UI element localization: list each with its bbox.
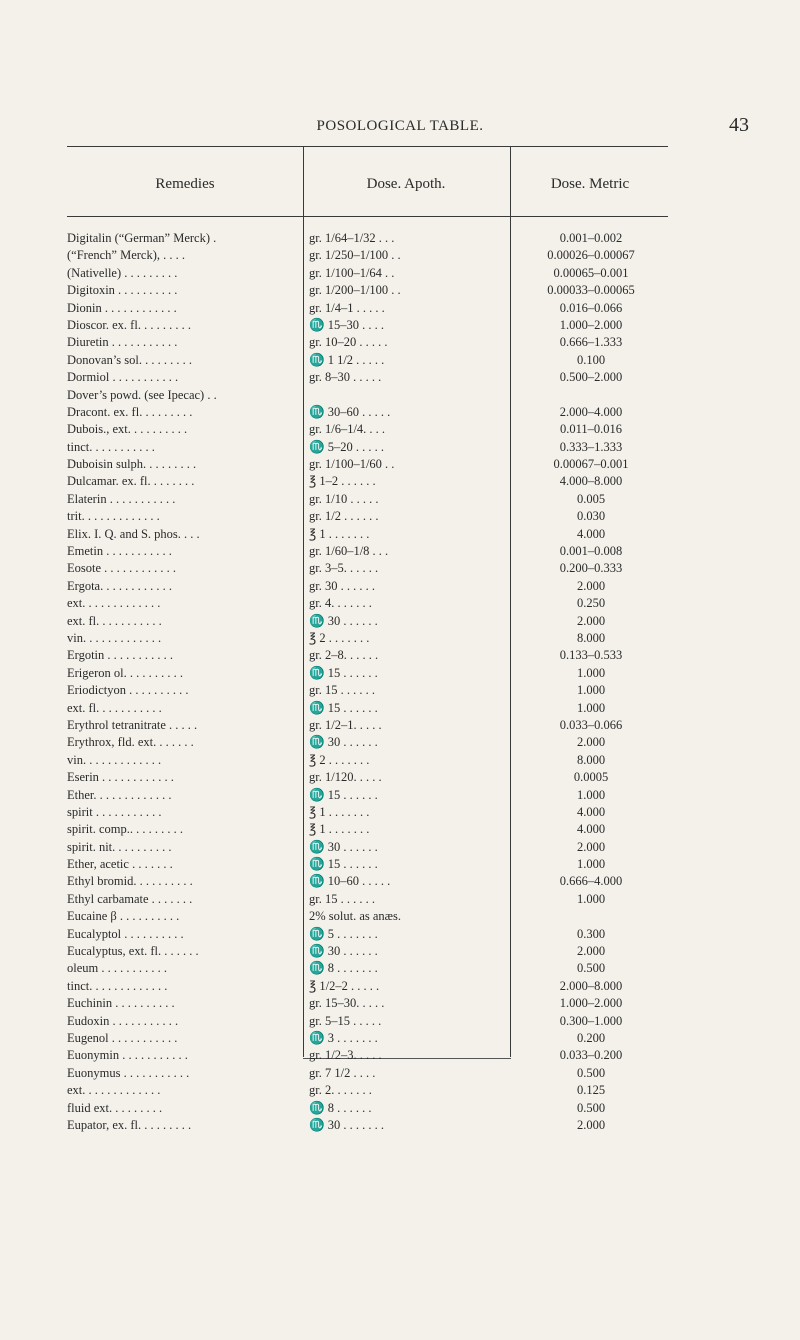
table-row (0, 230, 800, 247)
table-row (0, 456, 800, 473)
dose-apoth-cell: gr. 1/2–1. . . . . (309, 717, 382, 732)
dose-metric-cell: 0.0005 (573, 770, 609, 785)
dose-metric-cell: 4.000 (576, 822, 606, 837)
dose-apoth-cell: gr. 1/100–1/64 . . (309, 265, 395, 280)
table-row (0, 1013, 800, 1030)
dose-metric-cell: 8.000 (576, 630, 606, 645)
table-row (0, 908, 800, 925)
dose-apoth-cell: gr. 7 1/2 . . . . (309, 1065, 376, 1080)
table-row (0, 560, 800, 577)
dose-apoth-cell: ℥ 1 . . . . . . . (309, 804, 370, 819)
table-row (0, 543, 800, 560)
dose-apoth-cell: gr. 1/6–1/4. . . . (309, 422, 386, 437)
dose-apoth-cell: ♏ 8 . . . . . . . (309, 961, 378, 976)
table-row (0, 787, 800, 804)
table-row (0, 1082, 800, 1099)
dose-metric-cell: 0.001–0.008 (559, 544, 623, 559)
dose-apoth-cell: ♏ 5–20 . . . . . (309, 439, 384, 454)
dose-apoth-cell: ♏ 15 . . . . . . (309, 665, 378, 680)
table-row (0, 856, 800, 873)
table-row (0, 491, 800, 508)
dose-metric-cell: 0.250 (576, 596, 606, 611)
dose-apoth-cell: gr. 1/4–1 . . . . . (309, 300, 385, 315)
remedy-cell: Erythrol tetranitrate . . . . . (67, 717, 198, 732)
table-row (0, 439, 800, 456)
dose-metric-cell: 2.000 (576, 944, 606, 959)
remedy-cell: Eucaine β . . . . . . . . . . (67, 909, 180, 924)
table-row (0, 839, 800, 856)
remedy-cell: Duboisin sulph. . . . . . . . . (67, 457, 197, 472)
table-row (0, 960, 800, 977)
dose-apoth-cell: ♏ 30 . . . . . . (309, 613, 378, 628)
dose-apoth-cell: gr. 1/250–1/100 . . (309, 248, 401, 263)
dose-metric-cell: 0.333–1.333 (559, 439, 623, 454)
dose-metric-cell: 0.00026–0.00067 (547, 248, 635, 263)
dose-metric-cell: 2.000 (576, 1117, 606, 1132)
dose-apoth-cell: gr. 1/120. . . . . (309, 770, 382, 785)
dose-apoth-cell: gr. 3–5. . . . . . (309, 561, 379, 576)
dose-apoth-cell: ♏ 15 . . . . . . (309, 857, 378, 872)
table-row (0, 317, 800, 334)
table-top-rule (67, 146, 668, 147)
dose-metric-cell: 0.00067–0.001 (553, 457, 629, 472)
dose-metric-cell: 1.000 (576, 683, 606, 698)
remedy-cell: Dioscor. ex. fl. . . . . . . . . (67, 317, 191, 332)
remedy-cell: Euonymin . . . . . . . . . . . (67, 1048, 188, 1063)
dose-metric-cell: 0.666–4.000 (559, 874, 623, 889)
dose-apoth-cell: ♏ 10–60 . . . . . (309, 874, 391, 889)
table-row (0, 873, 800, 890)
dose-metric-cell: 0.500 (576, 961, 606, 976)
table-row (0, 1100, 800, 1117)
table-row (0, 265, 800, 282)
dose-metric-cell: 0.666–1.333 (559, 335, 623, 350)
remedy-cell: vin. . . . . . . . . . . . . (67, 752, 162, 767)
remedy-cell: Eosote . . . . . . . . . . . . (67, 561, 177, 576)
dose-apoth-cell: ℥ 1/2–2 . . . . . (309, 978, 380, 993)
remedy-cell: Emetin . . . . . . . . . . . (67, 544, 172, 559)
remedy-cell: Dubois., ext. . . . . . . . . . (67, 422, 188, 437)
remedy-cell: Elaterin . . . . . . . . . . . (67, 491, 176, 506)
table-row (0, 630, 800, 647)
table-row (0, 282, 800, 299)
table-row (0, 978, 800, 995)
dose-metric-cell: 0.030 (576, 509, 606, 524)
dose-metric-cell: 0.001–0.002 (559, 231, 623, 245)
table-row (0, 700, 800, 717)
remedy-cell: ext. fl. . . . . . . . . . . (67, 700, 162, 715)
dose-apoth-cell: gr. 1/60–1/8 . . . (309, 544, 389, 559)
table-row (0, 421, 800, 438)
remedy-cell: ext. . . . . . . . . . . . . (67, 1083, 161, 1098)
remedy-cell: trit. . . . . . . . . . . . . (67, 509, 160, 524)
remedy-cell: Euonymus . . . . . . . . . . . (67, 1065, 190, 1080)
dose-apoth-cell: ♏ 30–60 . . . . . (309, 404, 391, 419)
table-row (0, 769, 800, 786)
dose-apoth-cell: ℥ 1–2 . . . . . . (309, 474, 376, 489)
remedy-cell: tinct. . . . . . . . . . . (67, 439, 155, 454)
dose-metric-cell: 0.005 (576, 491, 606, 506)
remedy-cell: Dracont. ex. fl. . . . . . . . . (67, 404, 193, 419)
remedy-cell: Dover’s powd. (see Ipecac) . . (67, 387, 217, 402)
table-row (0, 821, 800, 838)
dose-metric-cell: 2.000–8.000 (559, 978, 623, 993)
dose-apoth-cell: gr. 10–20 . . . . . (309, 335, 388, 350)
remedy-cell: tinct. . . . . . . . . . . . . (67, 978, 168, 993)
remedy-cell: Eriodictyon . . . . . . . . . . (67, 683, 189, 698)
table-body (0, 230, 800, 1134)
column-header-remedies: Remedies (155, 176, 215, 192)
dose-metric-cell: 0.00033–0.00065 (547, 283, 635, 298)
dose-metric-cell: 1.000 (576, 787, 606, 802)
table-header-rule (67, 216, 668, 217)
remedy-cell: (Nativelle) . . . . . . . . . (67, 265, 178, 280)
remedy-cell: Ethyl bromid. . . . . . . . . . (67, 874, 193, 889)
dose-metric-cell: 1.000 (576, 665, 606, 680)
remedy-cell: spirit . . . . . . . . . . . (67, 804, 162, 819)
table-row (0, 473, 800, 490)
dose-apoth-cell: ♏ 30 . . . . . . . (309, 1117, 384, 1132)
remedy-cell: Eugenol . . . . . . . . . . . (67, 1030, 178, 1045)
dose-metric-cell: 0.133–0.533 (559, 648, 623, 663)
dose-apoth-cell: ℥ 1 . . . . . . . (309, 526, 370, 541)
remedy-cell: Erythrox, fld. ext. . . . . . . (67, 735, 194, 750)
column-header-dose-metric: Dose. Metric (550, 176, 630, 192)
table-row (0, 1030, 800, 1047)
dose-apoth-cell: ♏ 8 . . . . . . (309, 1100, 372, 1115)
table-row (0, 369, 800, 386)
dose-apoth-cell: ♏ 15 . . . . . . (309, 700, 378, 715)
dose-metric-cell: 0.011–0.016 (559, 422, 623, 437)
dose-apoth-cell: gr. 8–30 . . . . . (309, 370, 382, 385)
dose-metric-cell: 0.200 (576, 1030, 606, 1045)
table-row (0, 995, 800, 1012)
remedy-cell: Eudoxin . . . . . . . . . . . (67, 1013, 179, 1028)
remedy-cell: ext. . . . . . . . . . . . . (67, 596, 161, 611)
remedy-cell: ext. fl. . . . . . . . . . . (67, 613, 162, 628)
remedy-cell: Ether, acetic . . . . . . . (67, 857, 173, 872)
dose-metric-cell: 0.500 (576, 1100, 606, 1115)
dose-metric-cell: 0.500 (576, 1065, 606, 1080)
dose-metric-cell: 1.000 (576, 700, 606, 715)
remedy-cell: fluid ext. . . . . . . . . (67, 1100, 163, 1115)
remedy-cell: Ethyl carbamate . . . . . . . (67, 891, 193, 906)
remedy-cell: Diuretin . . . . . . . . . . . (67, 335, 178, 350)
table-row (0, 508, 800, 525)
remedy-cell: Ergota. . . . . . . . . . . . (67, 578, 172, 593)
table-row (0, 682, 800, 699)
dose-metric-cell: 1.000–2.000 (559, 996, 623, 1011)
dose-metric-cell: 0.300–1.000 (559, 1013, 623, 1028)
remedy-cell: Eupator, ex. fl. . . . . . . . . (67, 1117, 192, 1132)
remedy-cell: Digitoxin . . . . . . . . . . (67, 283, 178, 298)
page-header-title: POSOLOGICAL TABLE. (316, 118, 484, 134)
remedy-cell: Eserin . . . . . . . . . . . . (67, 770, 174, 785)
dose-metric-cell: 4.000 (576, 804, 606, 819)
dose-apoth-cell: gr. 5–15 . . . . . (309, 1013, 382, 1028)
remedy-cell: Eucalyptol . . . . . . . . . . (67, 926, 184, 941)
remedy-cell: Eucalyptus, ext. fl. . . . . . . (67, 944, 199, 959)
dose-metric-cell: 4.000–8.000 (559, 474, 623, 489)
dose-apoth-cell: gr. 15 . . . . . . (309, 683, 375, 698)
table-row (0, 752, 800, 769)
dose-apoth-cell: ♏ 30 . . . . . . (309, 735, 378, 750)
table-row (0, 804, 800, 821)
table-row (0, 595, 800, 612)
dose-metric-cell: 2.000 (576, 735, 606, 750)
table-row (0, 613, 800, 630)
remedy-cell: Erigeron ol. . . . . . . . . . (67, 665, 183, 680)
dose-apoth-cell: gr. 15 . . . . . . (309, 891, 375, 906)
dose-metric-cell: 0.300 (576, 926, 606, 941)
remedy-cell: spirit. nit. . . . . . . . . . (67, 839, 172, 854)
remedy-cell: oleum . . . . . . . . . . . (67, 961, 167, 976)
remedy-cell: Digitalin (“German” Merck) . (67, 231, 217, 245)
column-header-dose-apoth: Dose. Apoth. (366, 176, 446, 192)
table-row (0, 526, 800, 543)
dose-apoth-cell: ♏ 30 . . . . . . (309, 944, 378, 959)
table-row (0, 926, 800, 943)
dose-apoth-cell: ℥ 2 . . . . . . . (309, 752, 370, 767)
dose-apoth-cell: ♏ 1 1/2 . . . . . (309, 352, 385, 367)
table-row (0, 665, 800, 682)
dose-apoth-cell: gr. 1/2–3. . . . . (309, 1048, 382, 1063)
dose-apoth-cell: gr. 1/64–1/32 . . . (309, 231, 395, 245)
dose-metric-cell: 0.033–0.066 (559, 717, 623, 732)
remedy-cell: Dionin . . . . . . . . . . . . (67, 300, 177, 315)
table-row (0, 734, 800, 751)
dose-metric-cell: 2.000–4.000 (559, 404, 623, 419)
dose-metric-cell: 0.500–2.000 (559, 370, 623, 385)
table-row (0, 1047, 800, 1064)
dose-apoth-cell: ♏ 15–30 . . . . (309, 317, 384, 332)
dose-apoth-cell: gr. 1/200–1/100 . . (309, 283, 401, 298)
dose-apoth-cell: ♏ 3 . . . . . . . (309, 1030, 378, 1045)
dose-apoth-cell: ♏ 5 . . . . . . . (309, 926, 378, 941)
dose-metric-cell: 1.000–2.000 (559, 317, 623, 332)
table-row (0, 891, 800, 908)
remedy-cell: Donovan’s sol. . . . . . . . . (67, 352, 192, 367)
dose-apoth-cell: ♏ 15 . . . . . . (309, 787, 378, 802)
remedy-cell: Ergotin . . . . . . . . . . . (67, 648, 174, 663)
dose-apoth-cell: ℥ 1 . . . . . . . (309, 822, 370, 837)
dose-apoth-cell: gr. 1/2 . . . . . . (309, 509, 379, 524)
dose-metric-cell: 0.00065–0.001 (553, 265, 629, 280)
table-row (0, 334, 800, 351)
dose-metric-cell: 1.000 (576, 891, 606, 906)
table-row (0, 404, 800, 421)
table-row (0, 943, 800, 960)
dose-metric-cell: 1.000 (576, 857, 606, 872)
dose-apoth-cell: gr. 30 . . . . . . (309, 578, 375, 593)
dose-metric-cell: 0.200–0.333 (559, 561, 623, 576)
table-row (0, 387, 800, 404)
dose-apoth-cell: ♏ 30 . . . . . . (309, 839, 378, 854)
remedy-cell: Euchinin . . . . . . . . . . (67, 996, 175, 1011)
table-row (0, 717, 800, 734)
dose-metric-cell: 2.000 (576, 613, 606, 628)
dose-metric-cell: 8.000 (576, 752, 606, 767)
dose-apoth-cell: gr. 1/100–1/60 . . (309, 457, 395, 472)
dose-apoth-cell: 2% solut. as anæs. (309, 909, 402, 924)
dose-metric-cell: 2.000 (576, 839, 606, 854)
remedy-cell: spirit. comp.. . . . . . . . . (67, 822, 183, 837)
dose-apoth-cell: gr. 1/10 . . . . . (309, 491, 379, 506)
dose-apoth-cell: gr. 15–30. . . . . (309, 996, 385, 1011)
dose-apoth-cell: gr. 2. . . . . . . (309, 1083, 372, 1098)
table-row (0, 247, 800, 264)
remedy-cell: Ether. . . . . . . . . . . . . (67, 787, 172, 802)
table-row (0, 300, 800, 317)
table-row (0, 1065, 800, 1082)
dose-metric-cell: 0.016–0.066 (559, 300, 623, 315)
table-row (0, 578, 800, 595)
dose-metric-cell: 4.000 (576, 526, 606, 541)
table-row (0, 352, 800, 369)
table-row (0, 647, 800, 664)
remedy-cell: vin. . . . . . . . . . . . . (67, 630, 162, 645)
dose-apoth-cell: gr. 2–8. . . . . . (309, 648, 379, 663)
dose-metric-cell: 0.033–0.200 (559, 1048, 623, 1063)
dose-metric-cell: 2.000 (576, 578, 606, 593)
table-row (0, 1117, 800, 1134)
dose-metric-cell: 0.125 (576, 1083, 606, 1098)
remedy-cell: Elix. I. Q. and S. phos. . . . (67, 526, 200, 541)
dose-apoth-cell: ℥ 2 . . . . . . . (309, 630, 370, 645)
remedy-cell: (“French” Merck), . . . . (67, 248, 186, 263)
dose-metric-cell: 0.100 (576, 352, 606, 367)
remedy-cell: Dulcamar. ex. fl. . . . . . . . (67, 474, 195, 489)
remedy-cell: Dormiol . . . . . . . . . . . (67, 370, 179, 385)
page-number: 43 (729, 114, 749, 136)
dose-apoth-cell: gr. 4. . . . . . . (309, 596, 372, 611)
